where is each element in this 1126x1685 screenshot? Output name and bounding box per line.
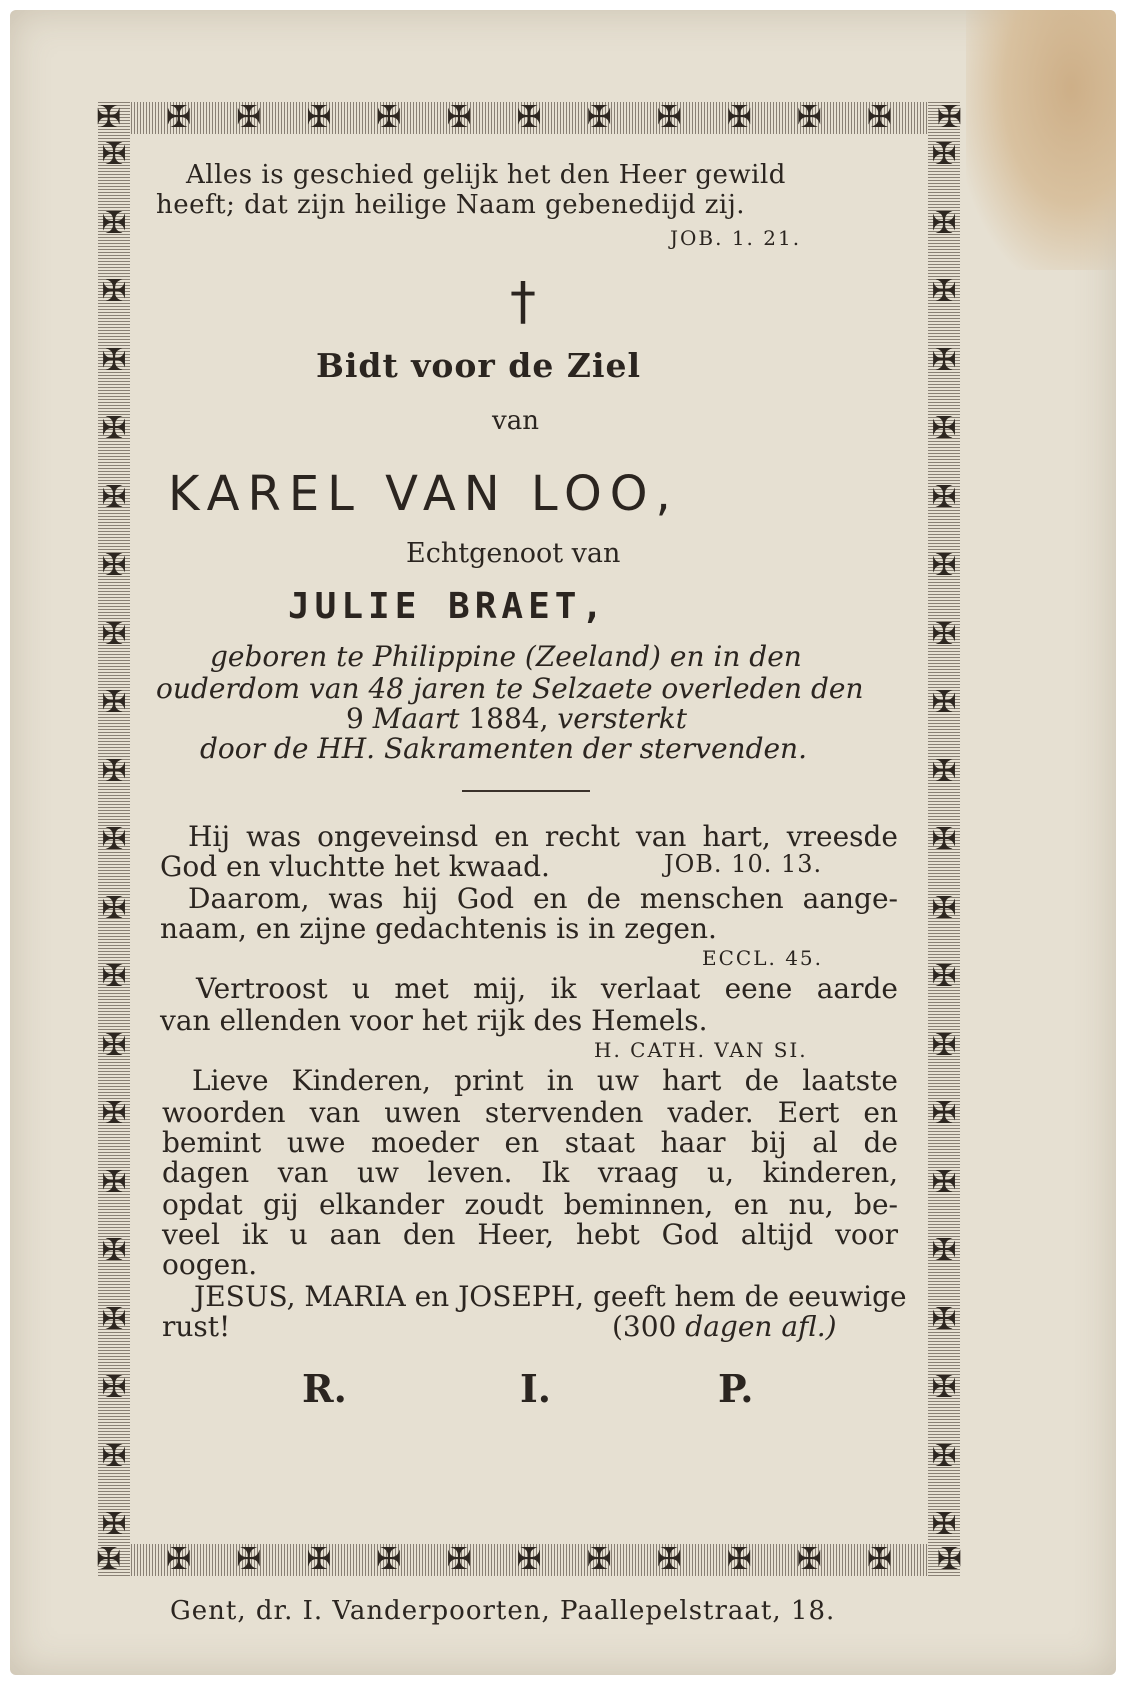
verse-4-line-3: bemint uwe moeder en staat haar bij al de bbox=[162, 1126, 898, 1159]
cross-pattee-icon: ✠ bbox=[166, 100, 192, 135]
verse-3-line-2: van ellenden voor het rijk des Hemels. bbox=[160, 1004, 708, 1037]
age-stain bbox=[966, 10, 1116, 270]
rip-p: P. bbox=[718, 1366, 754, 1411]
verse-2-line-1: Daarom, was hij God en de menschen aange- bbox=[188, 882, 898, 915]
memorial-card bbox=[10, 10, 1116, 1675]
cross-icon: † bbox=[510, 272, 536, 332]
cross-pattee-icon: ✠ bbox=[101, 411, 127, 446]
verse-4-line-4: dagen van uw leven. Ik vraag u, kinderen, bbox=[162, 1156, 898, 1189]
cross-pattee-icon: ✠ bbox=[931, 1164, 957, 1200]
verse-1-line-1: Hij was ongeveinsd en recht van hart, vreesde bbox=[188, 820, 898, 853]
death-year: 1884, bbox=[468, 702, 549, 735]
cross-pattee-icon: ✠ bbox=[101, 753, 127, 789]
cross-pattee-icon: ✠ bbox=[236, 100, 262, 135]
verse-3-line-1: Vertroost u met mij, ik verlaat eene aarde bbox=[196, 972, 898, 1005]
border-top-ornaments bbox=[96, 102, 962, 134]
cross-pattee-icon: ✠ bbox=[931, 685, 957, 720]
verse-3-reference: H. CATH. VAN SI. bbox=[594, 1038, 808, 1062]
cross-pattee-icon: ✠ bbox=[101, 479, 127, 515]
rip-r: R. bbox=[302, 1366, 347, 1411]
spouse-name: JULIE BRAET, bbox=[288, 586, 609, 627]
cross-pattee-icon: ✠ bbox=[931, 342, 957, 378]
cross-pattee-icon: ✠ bbox=[101, 342, 127, 378]
cross-pattee-icon: ✠ bbox=[166, 1542, 192, 1577]
cross-pattee-icon: ✠ bbox=[726, 100, 752, 135]
cross-pattee-icon: ✠ bbox=[796, 100, 822, 135]
epigraph-reference: JOB. 1. 21. bbox=[670, 226, 802, 250]
cross-pattee-icon: ✠ bbox=[586, 100, 612, 135]
deceased-name: KAREL VAN LOO, bbox=[168, 466, 679, 522]
border-right-ornaments bbox=[928, 137, 960, 1542]
biography-line-3 bbox=[346, 702, 687, 735]
cross-pattee-icon: ✠ bbox=[446, 100, 472, 135]
death-month: Maart bbox=[372, 702, 460, 735]
cross-pattee-icon: ✠ bbox=[931, 1301, 957, 1337]
epigraph-line-1: Alles is geschied gelijk het den Heer gewild bbox=[186, 160, 786, 190]
cross-pattee-icon: ✠ bbox=[726, 1542, 752, 1577]
cross-pattee-icon: ✠ bbox=[101, 1370, 127, 1405]
cross-pattee-icon: ✠ bbox=[306, 1542, 332, 1577]
cross-pattee-icon: ✠ bbox=[866, 100, 892, 135]
cross-pattee-icon: ✠ bbox=[931, 822, 957, 857]
cross-pattee-icon: ✠ bbox=[376, 1542, 402, 1577]
cross-pattee-icon: ✠ bbox=[101, 822, 127, 857]
cross-pattee-icon: ✠ bbox=[931, 479, 957, 515]
indulgence-note bbox=[612, 1310, 837, 1343]
cross-pattee-icon: ✠ bbox=[101, 205, 127, 241]
cross-pattee-icon: ✠ bbox=[931, 1233, 957, 1268]
cross-pattee-icon: ✠ bbox=[866, 1542, 892, 1577]
cross-pattee-icon: ✠ bbox=[931, 753, 957, 789]
cross-pattee-icon: ✠ bbox=[101, 1301, 127, 1337]
cross-pattee-icon: ✠ bbox=[101, 274, 127, 309]
cross-pattee-icon: ✠ bbox=[931, 274, 957, 309]
cross-pattee-icon: ✠ bbox=[306, 100, 332, 135]
cross-pattee-icon: ✠ bbox=[446, 1542, 472, 1577]
van-label: van bbox=[492, 406, 539, 436]
cross-pattee-icon: ✠ bbox=[101, 1164, 127, 1200]
cross-pattee-icon: ✠ bbox=[101, 1438, 127, 1474]
cross-pattee-icon: ✠ bbox=[516, 100, 542, 135]
verse-5-line-2: rust! bbox=[162, 1310, 231, 1343]
cross-pattee-icon: ✠ bbox=[586, 1542, 612, 1577]
border-left-ornaments bbox=[98, 137, 130, 1542]
verse-5-line-1: JESUS, MARIA en JOSEPH, geeft hem de eeuwige bbox=[194, 1280, 907, 1313]
cross-pattee-icon: ✠ bbox=[931, 616, 957, 652]
verse-1-reference: JOB. 10. 13. bbox=[664, 850, 823, 878]
cross-pattee-icon: ✠ bbox=[101, 137, 127, 172]
verse-4-line-5: opdat gij elkander zoudt beminnen, en nu, be- bbox=[162, 1188, 898, 1221]
cross-pattee-icon: ✠ bbox=[931, 959, 957, 994]
cross-pattee-icon: ✠ bbox=[931, 548, 957, 583]
cross-pattee-icon: ✠ bbox=[101, 548, 127, 583]
biography-line-2: ouderdom van 48 jaren te Selzaete overleden den bbox=[156, 672, 864, 705]
cross-pattee-icon: ✠ bbox=[931, 411, 957, 446]
verse-4-line-6: veel ik u aan den Heer, hebt God altijd voor bbox=[162, 1218, 898, 1251]
biography-line-4: door de HH. Sakramenten der stervenden. bbox=[200, 732, 807, 765]
versterkt-text: versterkt bbox=[557, 702, 687, 735]
verse-1-line-2: God en vluchtte het kwaad. bbox=[160, 850, 550, 883]
cross-pattee-icon: ✠ bbox=[931, 890, 957, 926]
indulgence-days: (300 bbox=[612, 1310, 677, 1343]
cross-pattee-icon: ✠ bbox=[931, 1370, 957, 1405]
cross-pattee-icon: ✠ bbox=[376, 100, 402, 135]
cross-pattee-icon: ✠ bbox=[101, 959, 127, 994]
cross-pattee-icon: ✠ bbox=[101, 616, 127, 652]
biography-line-1: geboren te Philippine (Zeeland) en in den bbox=[210, 640, 802, 673]
cross-pattee-icon: ✠ bbox=[936, 1542, 962, 1577]
verse-4-line-2: woorden van uwen stervenden vader. Eert en bbox=[162, 1096, 898, 1129]
cross-pattee-icon: ✠ bbox=[516, 1542, 542, 1577]
verse-4-line-7: oogen. bbox=[162, 1248, 258, 1281]
cross-pattee-icon: ✠ bbox=[931, 1096, 957, 1131]
border-bottom-ornaments bbox=[96, 1544, 962, 1576]
rip-i: I. bbox=[520, 1366, 552, 1411]
spouse-intro: Echtgenoot van bbox=[406, 538, 621, 569]
cross-pattee-icon: ✠ bbox=[796, 1542, 822, 1577]
cross-pattee-icon: ✠ bbox=[101, 1507, 127, 1542]
verse-2-reference: ECCL. 45. bbox=[702, 946, 824, 970]
cross-pattee-icon: ✠ bbox=[101, 1096, 127, 1131]
printer-imprint: Gent, dr. I. Vanderpoorten, Paallepelstraat, 18. bbox=[170, 1596, 836, 1626]
cross-pattee-icon: ✠ bbox=[656, 1542, 682, 1577]
death-day: 9 bbox=[346, 702, 364, 735]
cross-pattee-icon: ✠ bbox=[931, 137, 957, 172]
cross-pattee-icon: ✠ bbox=[101, 1027, 127, 1063]
cross-pattee-icon: ✠ bbox=[101, 890, 127, 926]
indulgence-italic: dagen afl.) bbox=[685, 1310, 837, 1343]
cross-pattee-icon: ✠ bbox=[931, 1438, 957, 1474]
cross-pattee-icon: ✠ bbox=[936, 100, 962, 135]
cross-pattee-icon: ✠ bbox=[101, 1233, 127, 1268]
cross-pattee-icon: ✠ bbox=[96, 1542, 122, 1577]
cross-pattee-icon: ✠ bbox=[96, 100, 122, 135]
separator-rule bbox=[462, 790, 590, 792]
cross-pattee-icon: ✠ bbox=[931, 1027, 957, 1063]
epigraph-line-2: heeft; dat zijn heilige Naam gebenedijd zij. bbox=[156, 190, 746, 220]
cross-pattee-icon: ✠ bbox=[656, 100, 682, 135]
verse-2-line-2: naam, en zijne gedachtenis is in zegen. bbox=[160, 912, 717, 945]
cross-pattee-icon: ✠ bbox=[236, 1542, 262, 1577]
cross-pattee-icon: ✠ bbox=[101, 685, 127, 720]
cross-pattee-icon: ✠ bbox=[931, 1507, 957, 1542]
prayer-heading: Bidt voor de Ziel bbox=[316, 346, 642, 385]
cross-pattee-icon: ✠ bbox=[931, 205, 957, 241]
verse-4-line-1: Lieve Kinderen, print in uw hart de laatste bbox=[192, 1064, 898, 1097]
